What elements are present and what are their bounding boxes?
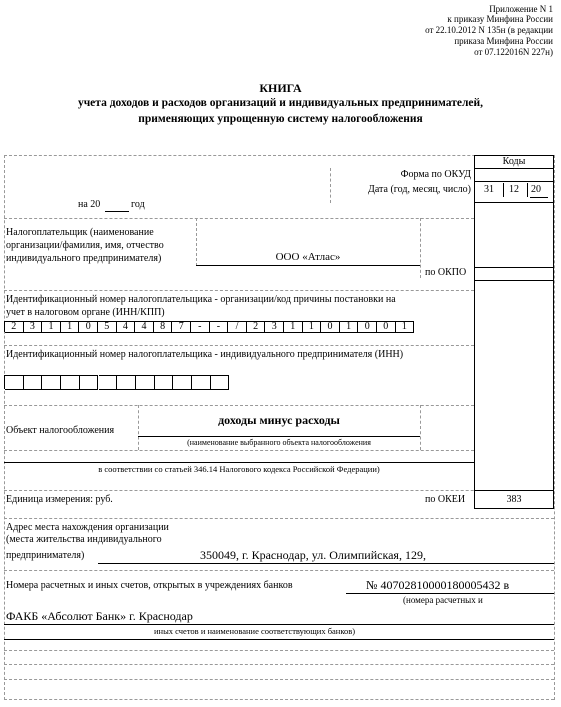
date-label: Дата (год, месяц, число) <box>368 184 471 195</box>
inn-kpp-label-2: учет в налоговом органе (ИНН/КПП) <box>6 307 165 318</box>
blank-line <box>4 639 554 640</box>
tax-object-caption: (наименование выбранного объекта налогообложения <box>187 438 371 447</box>
book-title: КНИГА <box>259 81 302 95</box>
accounts-label: Номера расчетных и иных счетов, открытых в учреждениях банков <box>6 580 293 591</box>
digit-cell: 1 <box>396 321 415 333</box>
digit-cell: 8 <box>154 321 173 333</box>
address-label-2: (места жительства индивидуального <box>6 534 162 545</box>
accounts-value: № 40702810000180005432 в <box>366 578 510 592</box>
digit-cell: 5 <box>98 321 117 333</box>
law-note-line <box>4 462 474 463</box>
date-year-underline <box>530 197 548 198</box>
digit-cell: 3 <box>265 321 284 333</box>
codes-divider <box>474 267 554 268</box>
digit-cell <box>80 375 99 390</box>
bank-name: ФАКБ «Абсолют Банк» г. Краснодар <box>6 609 193 623</box>
tax-object-underline <box>138 436 420 437</box>
digit-cell: 7 <box>172 321 191 333</box>
date-month: 12 <box>509 184 519 195</box>
digit-cell: / <box>228 321 247 333</box>
digit-cell: 0 <box>321 321 340 333</box>
okei-label: по ОКЕИ <box>425 494 466 505</box>
taxpayer-label-3: индивидуального предпринимателя) <box>6 253 162 264</box>
taxpayer-label-2: организации/фамилия, имя, отчество <box>6 240 164 251</box>
inn-ip-label: Идентификационный номер налогоплательщика - индивидуального предпринимателя (ИНН) <box>6 349 404 360</box>
date-year: 20 <box>531 184 541 195</box>
grid-line <box>4 699 554 700</box>
inn-kpp-label-1: Идентификационный номер налогоплательщика - организации/код причины постановки на <box>6 294 396 305</box>
date-day: 31 <box>484 184 494 195</box>
accounts-caption-1: (номера расчетных и <box>403 595 483 605</box>
digit-cell <box>117 375 136 390</box>
unit-label: Единица измерения: руб. <box>6 494 113 505</box>
year-blank[interactable] <box>105 211 129 212</box>
tax-object-label: Объект налогообложения <box>6 425 115 436</box>
digit-cell <box>24 375 43 390</box>
tax-object-value: доходы минус расходы <box>218 413 340 427</box>
digit-cell: - <box>191 321 210 333</box>
appendix-line-2: к приказу Минфина России <box>447 14 553 24</box>
okei-value: 383 <box>506 494 522 505</box>
codes-box <box>474 155 554 509</box>
grid-line <box>4 490 554 491</box>
digit-cell <box>42 375 61 390</box>
grid-line <box>4 664 554 665</box>
codes-divider <box>474 202 554 203</box>
book-subtitle-2: применяющих упрощенную систему налогообложения <box>138 113 423 125</box>
digit-cell <box>5 375 24 390</box>
accounts-caption-2: иных счетов и наименование соответствующих банков) <box>154 626 356 636</box>
appendix-line-1: Приложение N 1 <box>489 4 553 14</box>
digit-cell: 0 <box>358 321 377 333</box>
taxpayer-underline <box>196 265 420 266</box>
taxpayer-label-1: Налогоплательщик (наименование <box>6 227 154 238</box>
year-suffix: год <box>131 199 145 210</box>
codes-header: Коды <box>502 156 526 167</box>
digit-cell: 1 <box>303 321 322 333</box>
address-value: 350049, г. Краснодар, ул. Олимпийская, 129, <box>200 548 426 562</box>
grid-line <box>4 450 474 451</box>
inn-ip-cells <box>4 375 230 389</box>
grid-line <box>420 405 421 450</box>
appendix-line-3: от 22.10.2012 N 135н (в редакции <box>425 25 553 35</box>
address-label-1: Адрес места нахождения организации <box>6 522 169 533</box>
digit-cell <box>173 375 192 390</box>
codes-divider <box>474 181 554 182</box>
year-prefix: на 20 <box>78 199 101 210</box>
appendix-line-4: приказа Минфина России <box>454 36 553 46</box>
grid-line <box>4 570 554 571</box>
digit-cell: 1 <box>61 321 80 333</box>
law-note: в соответствии со статьей 346.14 Налогового кодекса Российской Федерации) <box>98 464 380 474</box>
grid-line <box>4 518 554 519</box>
book-subtitle-1: учета доходов и расходов организаций и индивидуальных предпринимателей, <box>77 97 484 109</box>
digit-cell <box>99 375 118 390</box>
grid-line <box>4 650 554 651</box>
digit-cell <box>136 375 155 390</box>
digit-cell: 0 <box>377 321 396 333</box>
grid-line <box>4 345 474 346</box>
codes-divider <box>474 280 554 281</box>
appendix-line-5: от 07.122016N 227н) <box>474 47 553 57</box>
grid-line <box>330 168 331 203</box>
codes-divider <box>474 490 554 491</box>
digit-cell: 0 <box>79 321 98 333</box>
digit-cell: 4 <box>135 321 154 333</box>
grid-line <box>4 218 474 219</box>
accounts-underline <box>346 593 554 594</box>
okpo-label: по ОКПО <box>425 267 467 278</box>
okud-label: Форма по ОКУД <box>400 169 471 180</box>
grid-line <box>4 290 474 291</box>
digit-cell <box>211 375 230 390</box>
grid-line <box>554 155 555 700</box>
address-label-3: предпринимателя) <box>6 550 85 561</box>
taxpayer-name: ООО «Атлас» <box>275 251 341 263</box>
inn-kpp-cells <box>4 321 415 332</box>
digit-cell: 1 <box>284 321 303 333</box>
digit-cell <box>192 375 211 390</box>
digit-cell <box>61 375 80 390</box>
digit-cell: 2 <box>5 321 24 333</box>
digit-cell: 1 <box>340 321 359 333</box>
codes-divider <box>474 168 554 169</box>
digit-cell: - <box>210 321 229 333</box>
date-separator <box>527 183 528 197</box>
digit-cell: 2 <box>247 321 266 333</box>
grid-line <box>420 218 421 278</box>
digit-cell: 4 <box>117 321 136 333</box>
digit-cell: 1 <box>42 321 61 333</box>
grid-line <box>4 155 555 156</box>
grid-line <box>4 155 5 700</box>
date-separator <box>503 183 504 197</box>
grid-line <box>4 405 474 406</box>
digit-cell <box>155 375 174 390</box>
bank-underline <box>4 624 554 625</box>
address-underline <box>98 563 554 564</box>
digit-cell: 3 <box>24 321 43 333</box>
grid-line <box>4 679 554 680</box>
